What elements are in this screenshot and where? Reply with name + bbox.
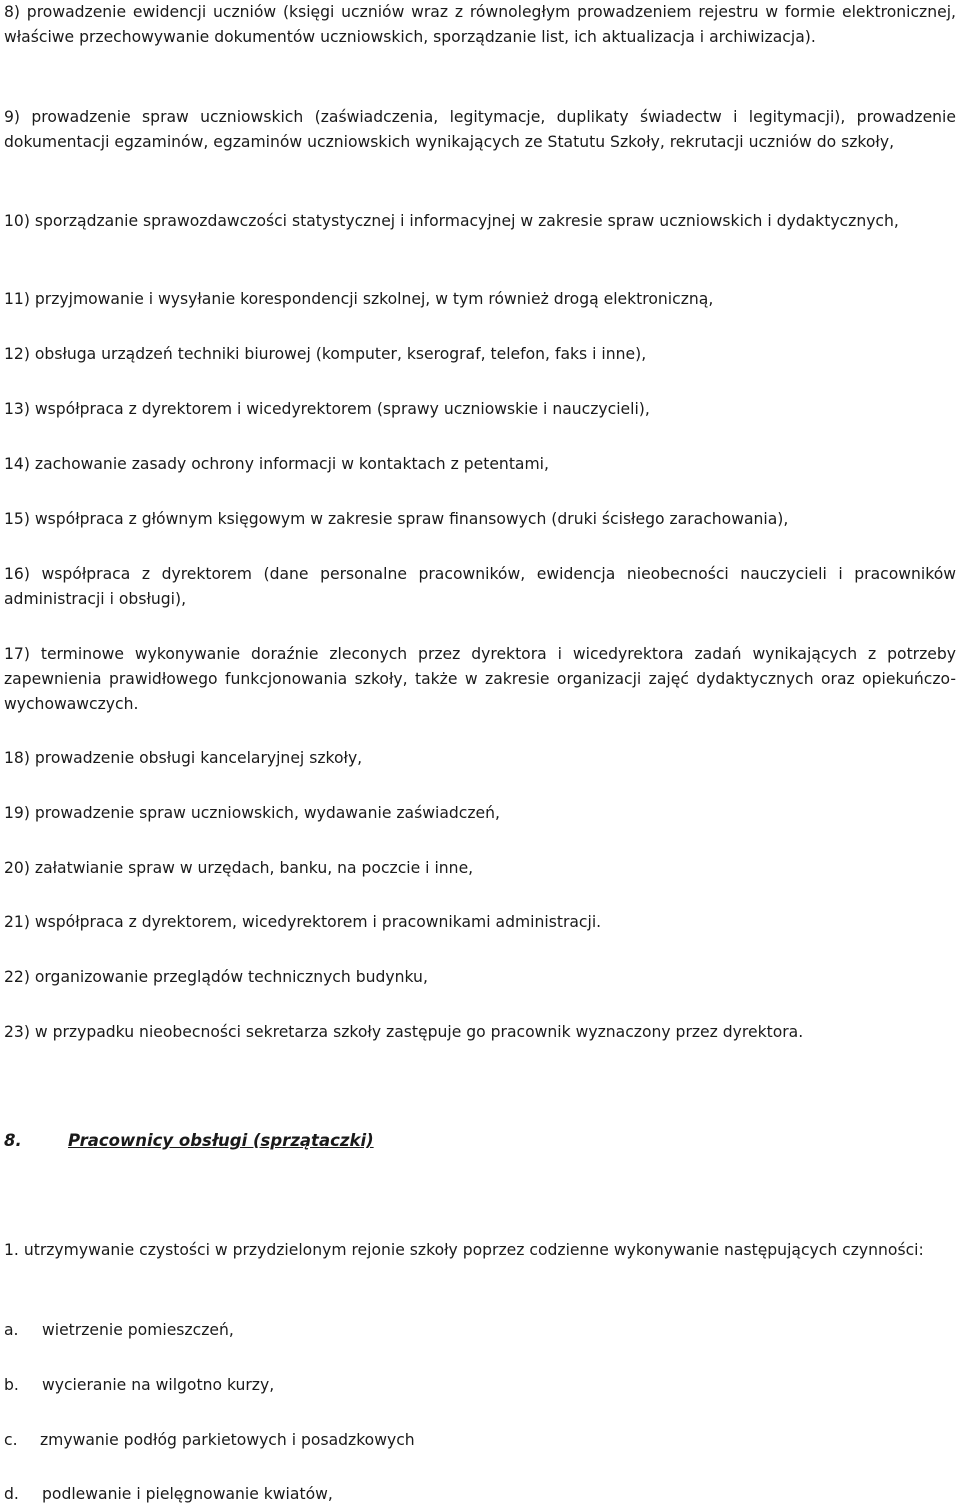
section-heading: [4, 1128, 374, 1153]
duty-item-b: [4, 1373, 956, 1398]
duty-item-text: zmywanie podłóg parkietowych i posadzkowych: [40, 1431, 415, 1449]
list-item-8: 8) prowadzenie ewidencji uczniów (księgi uczniów wraz z równoległym prowadzeniem rejestru w formie elektronicznej, właściwe przechowywanie dokumentów uczniowskich, sporządzanie list, ich aktualizacja i archiwizacja).: [4, 3, 956, 46]
list-item-15: 15) współpraca z głównym księgowym w zakresie spraw finansowych (druki ścisłego zarachowania),: [4, 510, 789, 528]
duty-item-a: [4, 1318, 956, 1343]
list-item-18: 18) prowadzenie obsługi kancelaryjnej szkoły,: [4, 749, 363, 767]
list-item-21: 21) współpraca z dyrektorem, wicedyrektorem i pracownikami administracji.: [4, 913, 602, 931]
duty-item-label: d.: [4, 1485, 19, 1503]
duty-item-text: wietrzenie pomieszczeń,: [42, 1321, 234, 1339]
section-number: 8.: [4, 1131, 22, 1150]
list-item-12: 12) obsługa urządzeń techniki biurowej (komputer, kserograf, telefon, faks i inne),: [4, 345, 647, 363]
list-item-16: 16) współpraca z dyrektorem (dane personalne pracowników, ewidencja nieobecności nauczycieli i pracowników administracji i obsługi),: [4, 565, 956, 608]
section-title: Pracownicy obsługi (sprzątaczki): [68, 1131, 374, 1150]
list-item-17: 17) terminowe wykonywanie doraźnie zleconych przez dyrektora i wicedyrektora zadań wynikających z potrzeby zapewnienia prawidłowego funkcjonowania szkoły, także w zakresie organizacji zajęć dydaktycznych oraz opiekuńczo- wychowawczych.: [4, 645, 956, 713]
list-item-13: 13) współpraca z dyrektorem i wicedyrektorem (sprawy uczniowskie i nauczycieli),: [4, 400, 650, 418]
duty-item-label: b.: [4, 1376, 19, 1394]
list-item-11: 11) przyjmowanie i wysyłanie korespondencji szkolnej, w tym również drogą elektroniczną,: [4, 290, 714, 308]
list-item-20: 20) załatwianie spraw w urzędach, banku, na poczcie i inne,: [4, 859, 474, 877]
duty-item-c: [4, 1428, 956, 1453]
duty-item-text: podlewanie i pielęgnowanie kwiatów,: [42, 1485, 333, 1503]
list-item-10: 10) sporządzanie sprawozdawczości statystycznej i informacyjnej w zakresie spraw uczniowskich i dydaktycznych,: [4, 212, 899, 230]
duty-intro: 1. utrzymywanie czystości w przydzielonym rejonie szkoły poprzez codzienne wykonywanie następujących czynności:: [4, 1241, 924, 1259]
list-item-23: 23) w przypadku nieobecności sekretarza szkoły zastępuje go pracownik wyznaczony przez dyrektora.: [4, 1023, 804, 1041]
list-item-22: 22) organizowanie przeglądów technicznych budynku,: [4, 968, 428, 986]
list-item-19: 19) prowadzenie spraw uczniowskich, wydawanie zaświadczeń,: [4, 804, 500, 822]
list-item-9: 9) prowadzenie spraw uczniowskich (zaświadczenia, legitymacje, duplikaty świadectw i legitymacji), prowadzenie dokumentacji egzaminów, egzaminów uczniowskich wynikających ze Statutu Szkoły, rekrutacji uczniów do szkoły,: [4, 108, 956, 151]
duty-item-label: a.: [4, 1321, 19, 1339]
duty-item-label: c.: [4, 1431, 18, 1449]
list-item-14: 14) zachowanie zasady ochrony informacji w kontaktach z petentami,: [4, 455, 549, 473]
duty-item-d: [4, 1482, 956, 1507]
duty-item-text: wycieranie na wilgotno kurzy,: [42, 1376, 275, 1394]
